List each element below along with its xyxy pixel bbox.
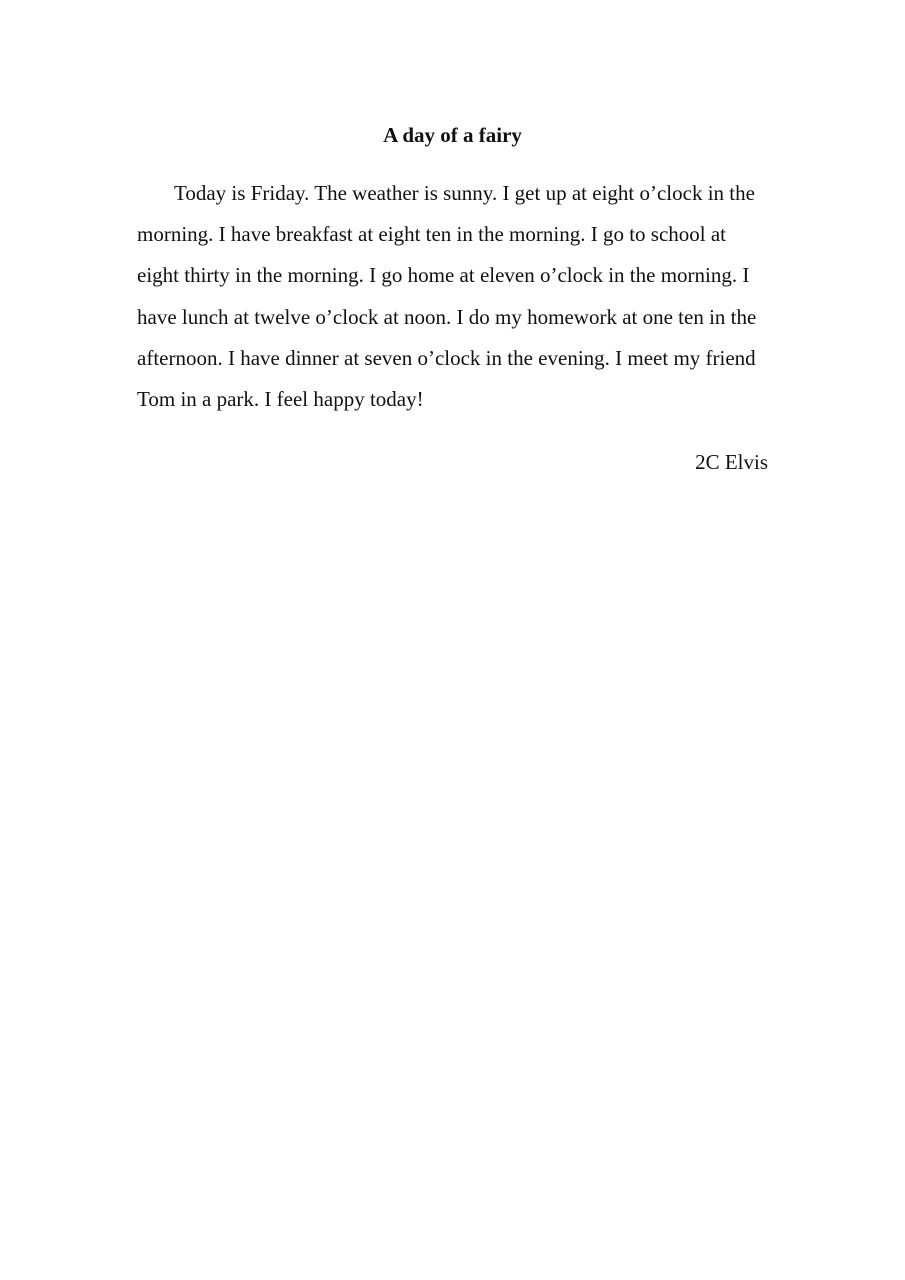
author-signature: 2C Elvis (695, 450, 768, 474)
body-paragraph: Today is Friday. The weather is sunny. I get up at eight o’clock in the morning. I have breakfast at eight ten in the morning. I go to school at eight thirty in the morning. I go home at eleven o’clock in the morning. I have lunch at twelve o’clock at noon. I do my homework at one ten in the afternoon. I have dinner at seven o’clock in the evening. I meet my friend Tom in a park. I feel happy today! (137, 181, 757, 412)
document-title: A day of a fairy (383, 123, 522, 147)
